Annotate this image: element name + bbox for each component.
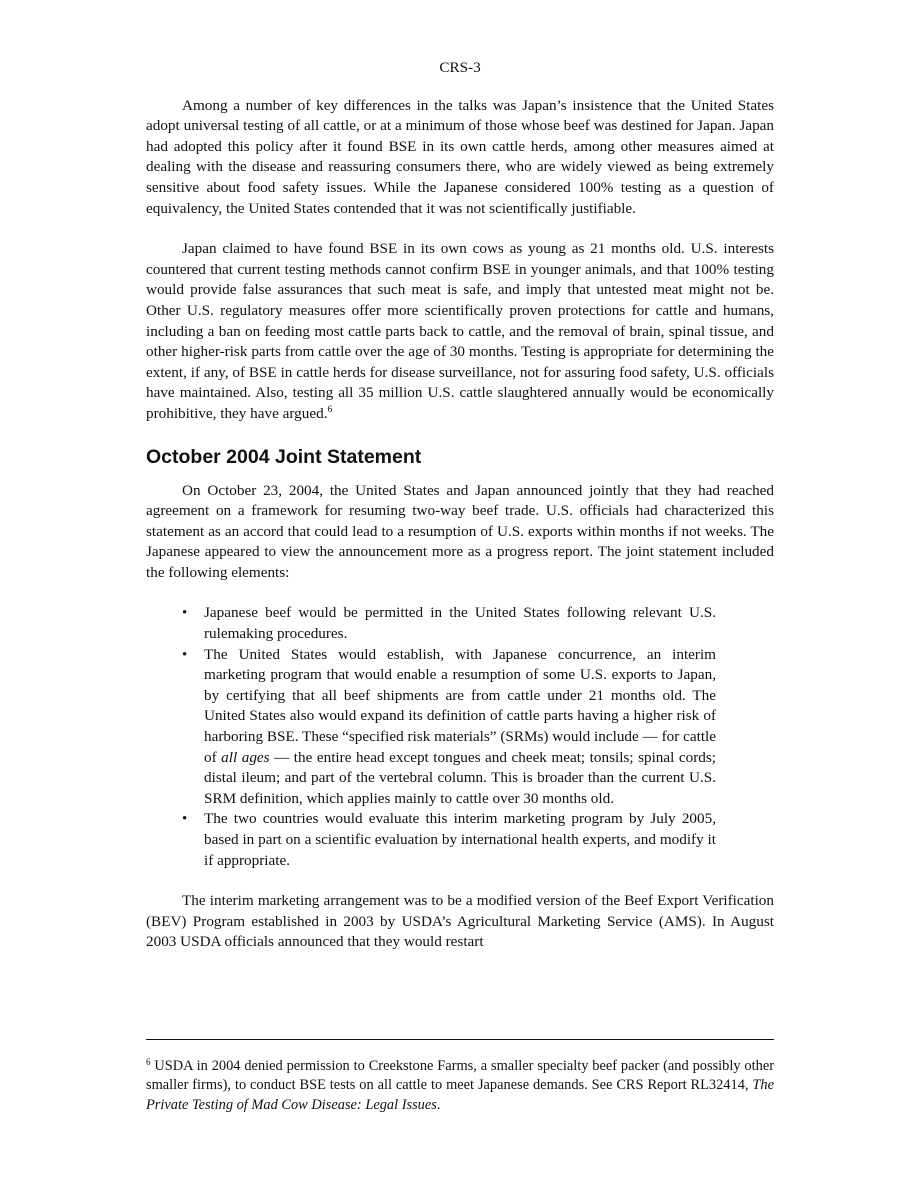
footnote-divider [146,1039,774,1040]
paragraph-joint-statement: On October 23, 2004, the United States and Japan announced jointly that they had reached agreement on a framework for resuming two-way beef trade. U.S. officials had characterized this statement as an accord that could lead to a resumption of U.S. exports within months if not weeks. The Japanese appeared to view the announcement more as a progress report. The joint statement included the following elements: [146,481,774,581]
footnote-number: 6 [146,1057,151,1067]
paragraph-japan-claims-text: Japan claimed to have found BSE in its own cows as young as 21 months old. U.S. interests countered that current testing methods cannot confirm BSE in younger animals, and that 100% testing would provide false assurances that such meat is safe, and imply that untested meat might not be. Other U.S. regulatory measures offer more scientifically proven protections for cattle and humans, including a ban on feeding most cattle parts back to cattle, and the removal of brain, spinal tissue, and other higher-risk parts from cattle over the age of 30 months. Testing is appropriate for determining the extent, if any, of BSE in cattle herds for disease surveillance, not for assuring food safety, U.S. officials have maintained. Also, testing all 35 million U.S. cattle slaughtered annually would be economically prohibitive, they have argued. [146,240,774,422]
list-item-text: — the entire head except tongues and cheek meat; tonsils; spinal cords; distal ileum; and part of the vertebral column. This is broader than the current U.S. SRM definition, which applies mainly to cattle over 30 months old. [204,748,716,807]
paragraph-japan-claims [146,239,774,424]
footnote-report-title: The Private Testing of Mad Cow Disease: Legal Issues [146,1077,774,1113]
section-heading: October 2004 Joint Statement [146,445,422,468]
footnote-text: USDA in 2004 denied permission to Creekstone Farms, a smaller specialty beef packer (and possibly other smaller firms), to conduct BSE tests on all cattle to meet Japanese demands. See CRS Report RL32414, [146,1058,774,1094]
footnote-end: . [436,1096,441,1113]
paragraph-interim-marketing: The interim marketing arrangement was to be a modified version of the Beef Export Verification (BEV) Program established in 2003 by USDA’s Agricultural Marketing Service (AMS). In August 2003 USDA officials announced that they would restart [146,892,774,951]
page-number: CRS-3 [439,59,481,76]
list-item: • The two countries would evaluate this interim marketing program by July 2005, based in part on a scientific evaluation by international health experts, and modify it if appropriate. [204,809,716,871]
list-item-text: The United States would establish, with Japanese concurrence, an interim marketing program that would enable a resumption of some U.S. exports to Japan, by certifying that all beef shipments are from cattle under 21 months old. The United States also would expand its definition of cattle parts having a higher risk of harboring BSE. These “specified risk materials” (SRMs) would include — for cattle of [204,645,716,766]
list-item [204,645,716,810]
emphasis-text: all ages [221,748,270,766]
joint-statement-elements-list [146,603,774,871]
footnote [146,1057,774,1115]
document-page [146,0,774,973]
list-item: • Japanese beef would be permitted in the United States following relevant U.S. rulemaking procedures. [204,603,716,644]
footnote-reference: 6 [327,404,333,415]
paragraph-testing-differences: Among a number of key differences in the talks was Japan’s insistence that the United States adopt universal testing of all cattle, or at a minimum of those whose beef was destined for Japan. Japan had adopted this policy after it found BSE in its own cattle herds, among other measures aimed at dealing with the disease and reassuring consumers there, who are widely viewed as being extremely sensitive about food safety issues. While the Japanese considered 100% testing as a question of equivalency, the United States contended that it was not scientifically justifiable. [146,96,774,217]
